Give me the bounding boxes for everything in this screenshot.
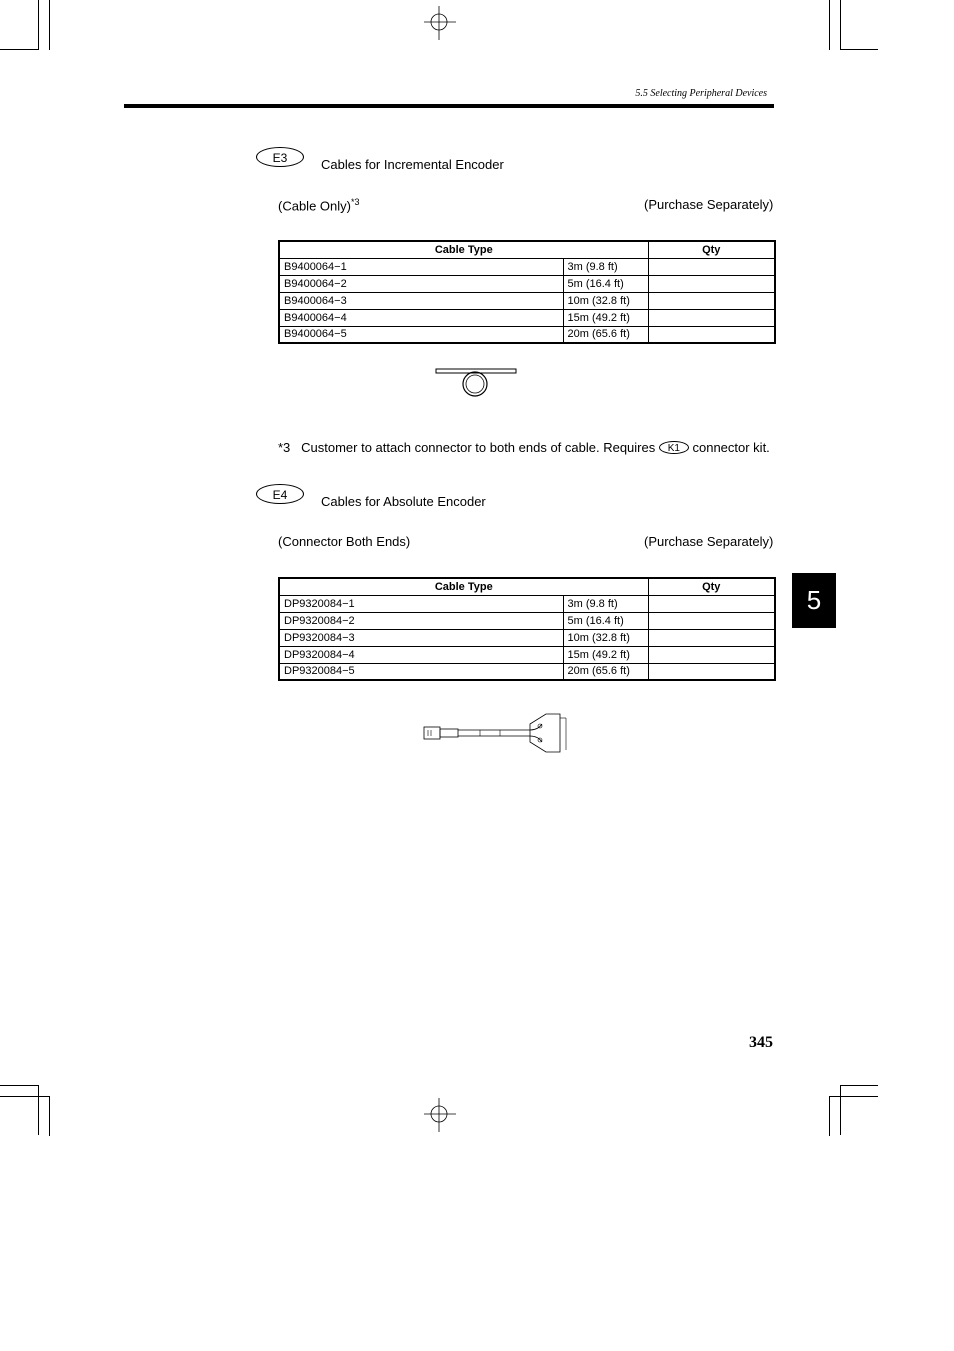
qty-cell[interactable]	[648, 595, 775, 612]
qty-cell[interactable]	[648, 275, 775, 292]
table-row	[279, 258, 775, 275]
footnote-3	[278, 440, 770, 455]
table-row	[279, 629, 775, 646]
cable-length: 3m (9.8 ft)	[563, 595, 648, 612]
section-badge-e4: E4	[256, 484, 304, 504]
header-qty: Qty	[648, 578, 775, 595]
table-row	[279, 326, 775, 343]
table-row	[279, 309, 775, 326]
purchase-separately-note-e4: (Purchase Separately)	[644, 534, 774, 549]
footnote-text-after: connector kit.	[692, 440, 770, 455]
cable-code: B9400064−3	[279, 292, 563, 309]
cable-length: 15m (49.2 ft)	[563, 309, 648, 326]
footnote-text: Customer to attach connector to both ends of cable. Requires	[301, 440, 656, 455]
running-header: 5.5 Selecting Peripheral Devices	[635, 88, 767, 99]
connector-kit-badge: K1	[659, 441, 689, 454]
chapter-tab: 5	[792, 573, 836, 628]
cable-code: B9400064−1	[279, 258, 563, 275]
qty-cell[interactable]	[648, 612, 775, 629]
cable-length: 10m (32.8 ft)	[563, 292, 648, 309]
purchase-separately-note-e3: (Purchase Separately)	[644, 197, 774, 212]
absolute-encoder-cable-illustration	[420, 710, 570, 756]
qty-cell[interactable]	[648, 629, 775, 646]
table-row	[279, 612, 775, 629]
cable-length: 20m (65.6 ft)	[563, 326, 648, 343]
table-row	[279, 292, 775, 309]
cable-code: B9400064−2	[279, 275, 563, 292]
registration-mark-top	[424, 6, 456, 40]
qty-cell[interactable]	[648, 258, 775, 275]
header-qty: Qty	[648, 241, 775, 258]
cable-table-e4	[278, 577, 776, 681]
header-cable-type: Cable Type	[279, 241, 648, 258]
cable-length: 5m (16.4 ft)	[563, 275, 648, 292]
table-row	[279, 646, 775, 663]
page-number: 345	[749, 1034, 773, 1051]
registration-mark-bottom	[424, 1098, 456, 1132]
cable-only-note: (Cable Only)$^{*3}$	[278, 197, 360, 214]
cable-code: DP9320084−3	[279, 629, 563, 646]
table-header	[279, 578, 775, 595]
cable-code: DP9320084−2	[279, 612, 563, 629]
qty-cell[interactable]	[648, 646, 775, 663]
cable-length: 3m (9.8 ft)	[563, 258, 648, 275]
footnote-mark: *3	[278, 440, 291, 455]
qty-cell[interactable]	[648, 292, 775, 309]
cable-table-e3	[278, 240, 776, 344]
coiled-cable-illustration	[434, 366, 520, 400]
section-title-e3: Cables for Incremental Encoder	[321, 157, 504, 172]
cable-code: DP9320084−5	[279, 663, 563, 680]
cable-code: B9400064−4	[279, 309, 563, 326]
qty-cell[interactable]	[648, 326, 775, 343]
connector-both-ends-note: (Connector Both Ends)	[278, 534, 411, 549]
cable-code: DP9320084−4	[279, 646, 563, 663]
qty-cell[interactable]	[648, 309, 775, 326]
qty-cell[interactable]	[648, 663, 775, 680]
section-badge-e3: E3	[256, 147, 304, 167]
cable-code: DP9320084−1	[279, 595, 563, 612]
cable-length: 15m (49.2 ft)	[563, 646, 648, 663]
table-row	[279, 663, 775, 680]
cable-length: 20m (65.6 ft)	[563, 663, 648, 680]
cable-code: B9400064−5	[279, 326, 563, 343]
table-header	[279, 241, 775, 258]
section-title-e4: Cables for Absolute Encoder	[321, 494, 486, 509]
table-row	[279, 275, 775, 292]
cable-length: 10m (32.8 ft)	[563, 629, 648, 646]
header-rule	[124, 104, 774, 108]
header-cable-type: Cable Type	[279, 578, 648, 595]
table-row	[279, 595, 775, 612]
cable-length: 5m (16.4 ft)	[563, 612, 648, 629]
